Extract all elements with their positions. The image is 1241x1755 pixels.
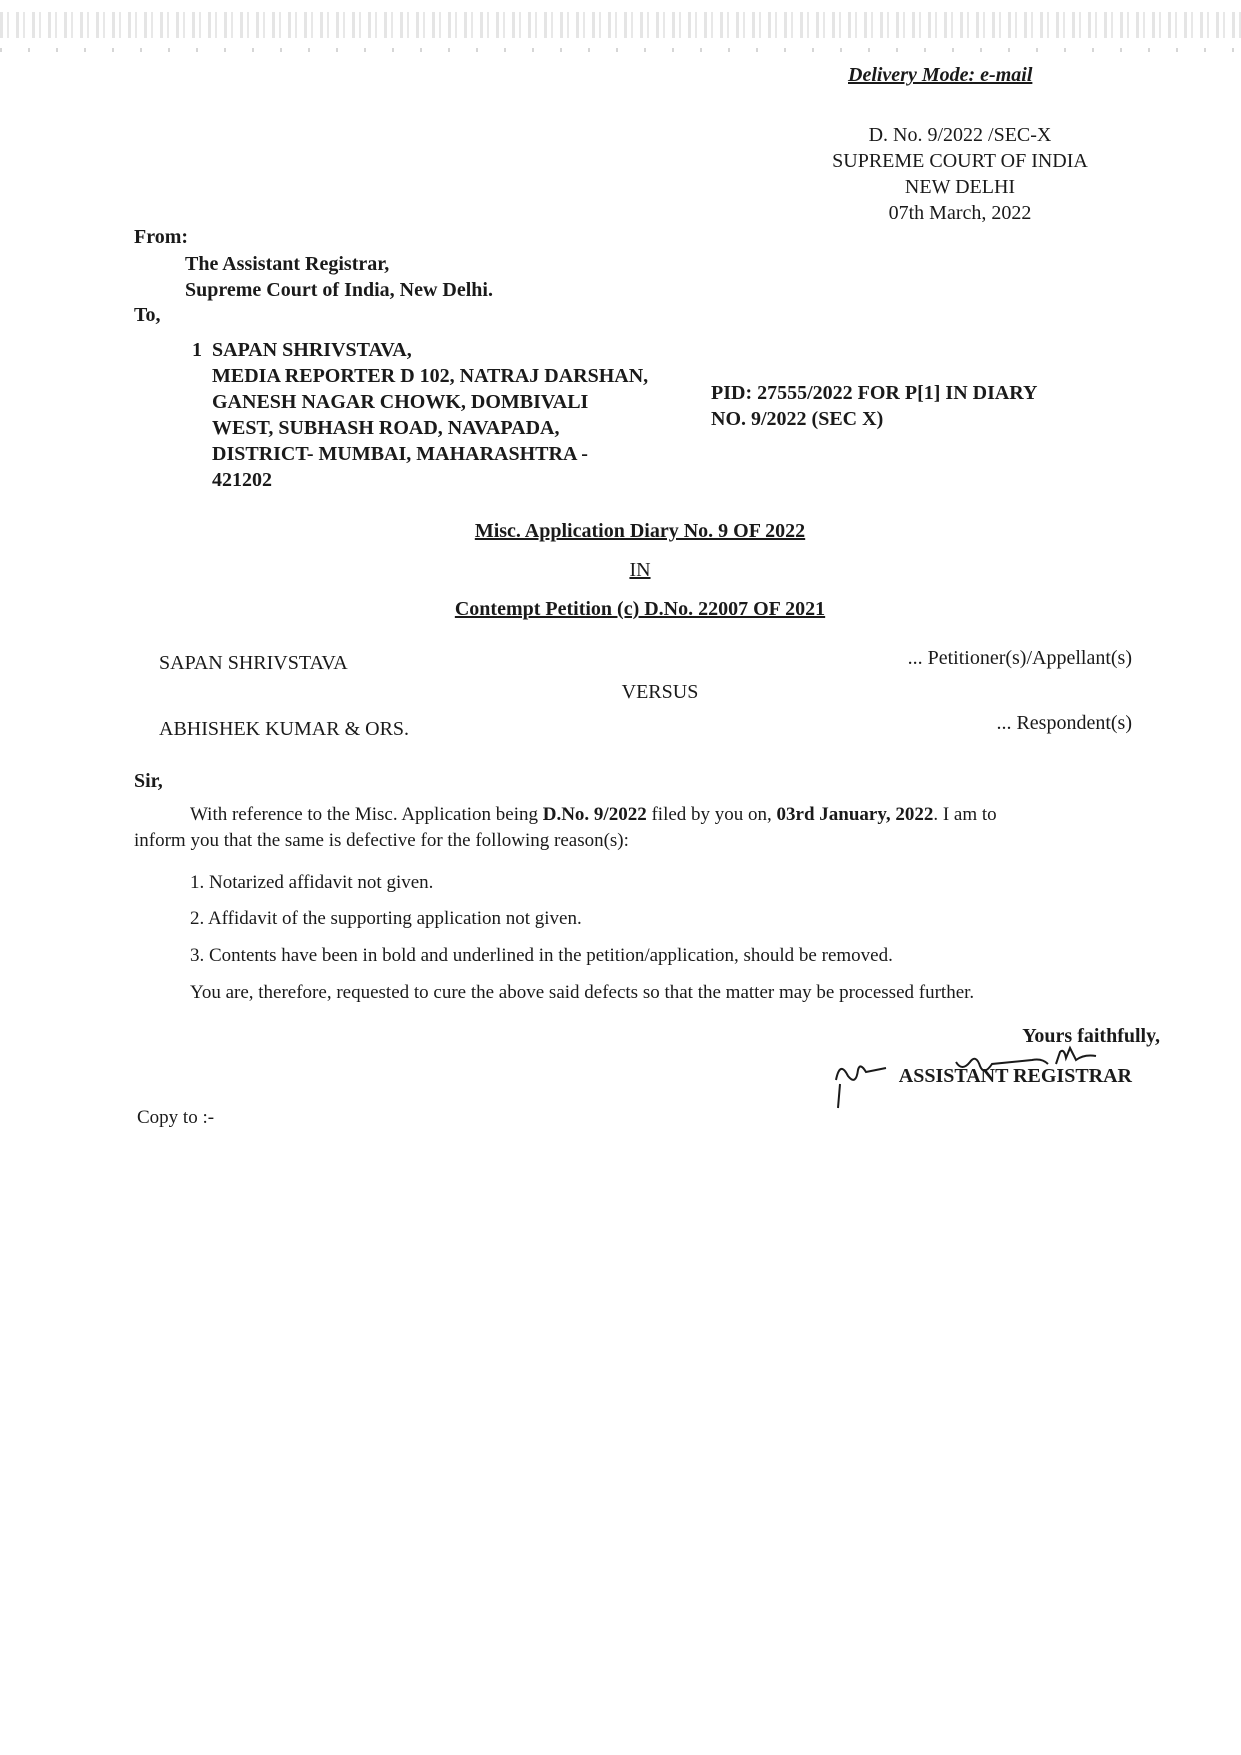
pid-line-2: NO. 9/2022 (SEC X) <box>711 408 884 430</box>
letter-header <box>780 122 1140 226</box>
intro-text: filed by you on, <box>646 804 777 825</box>
intro-line-1 <box>134 802 1154 828</box>
signature-stroke <box>1056 1048 1096 1064</box>
recipient-address <box>212 337 732 493</box>
versus: VERSUS <box>621 681 699 703</box>
salutation: Sir, <box>134 770 163 792</box>
intro-text: . I am to <box>933 804 997 825</box>
pid-line-1: PID: 27555/2022 FOR P[1] IN DIARY <box>711 382 1038 404</box>
closing: Yours faithfully, <box>1022 1025 1160 1047</box>
intro-paragraph <box>134 802 1154 854</box>
recipient-number: 1 <box>192 339 202 361</box>
reason-item: 2. Affidavit of the supporting application not given. <box>190 908 582 929</box>
intro-filing-date: 03rd January, 2022 <box>776 804 934 825</box>
address-line: SAPAN SHRIVSTAVA, <box>212 339 412 361</box>
respondent-name: ABHISHEK KUMAR & ORS. <box>159 718 410 740</box>
intro-text: With reference to the Misc. Application being <box>190 804 543 825</box>
signature-for-mark <box>836 1066 886 1108</box>
delivery-mode: Delivery Mode: e-mail <box>848 64 1033 86</box>
letter-date: 07th March, 2022 <box>888 202 1032 224</box>
court-city: NEW DELHI <box>904 176 1016 198</box>
from-label: From: <box>134 226 189 248</box>
diary-number: D. No. 9/2022 /SEC-X <box>868 124 1052 146</box>
case-in: IN <box>629 559 651 581</box>
petitioner-role: ... Petitioner(s)/Appellant(s) <box>907 647 1132 669</box>
address-line: GANESH NAGAR CHOWK, DOMBIVALI <box>212 391 589 413</box>
to-label: To, <box>134 304 161 326</box>
petitioner-name: SAPAN SHRIVSTAVA <box>159 652 348 674</box>
address-line: 421202 <box>212 469 272 491</box>
copy-to: Copy to :- <box>137 1107 215 1128</box>
address-line: MEDIA REPORTER D 102, NATRAJ DARSHAN, <box>212 365 649 387</box>
from-line-1: The Assistant Registrar, <box>185 253 390 275</box>
case-title-misc: Misc. Application Diary No. 9 OF 2022 <box>474 520 806 542</box>
intro-diary-number: D.No. 9/2022 <box>542 804 647 825</box>
case-title-contempt: Contempt Petition (c) D.No. 22007 OF 2021 <box>454 598 826 620</box>
reason-item: 1. Notarized affidavit not given. <box>190 872 434 893</box>
reason-item: 3. Contents have been in bold and underlined in the petition/application, should be removed. <box>190 945 893 966</box>
scan-noise-dots <box>0 48 1241 52</box>
signatory: ASSISTANT REGISTRAR <box>898 1065 1132 1087</box>
from-address <box>185 251 493 303</box>
intro-line-2: inform you that the same is defective for the following reason(s): <box>134 830 629 851</box>
respondent-role: ... Respondent(s) <box>996 712 1132 734</box>
pid-reference <box>711 380 1131 432</box>
court-name: SUPREME COURT OF INDIA <box>832 150 1088 172</box>
address-line: WEST, SUBHASH ROAD, NAVAPADA, <box>212 417 560 439</box>
request-paragraph: You are, therefore, requested to cure the above said defects so that the matter may be processed further. <box>190 982 975 1003</box>
address-line: DISTRICT- MUMBAI, MAHARASHTRA - <box>212 443 588 465</box>
scan-noise-top <box>0 12 1241 38</box>
from-line-2: Supreme Court of India, New Delhi. <box>185 279 493 301</box>
